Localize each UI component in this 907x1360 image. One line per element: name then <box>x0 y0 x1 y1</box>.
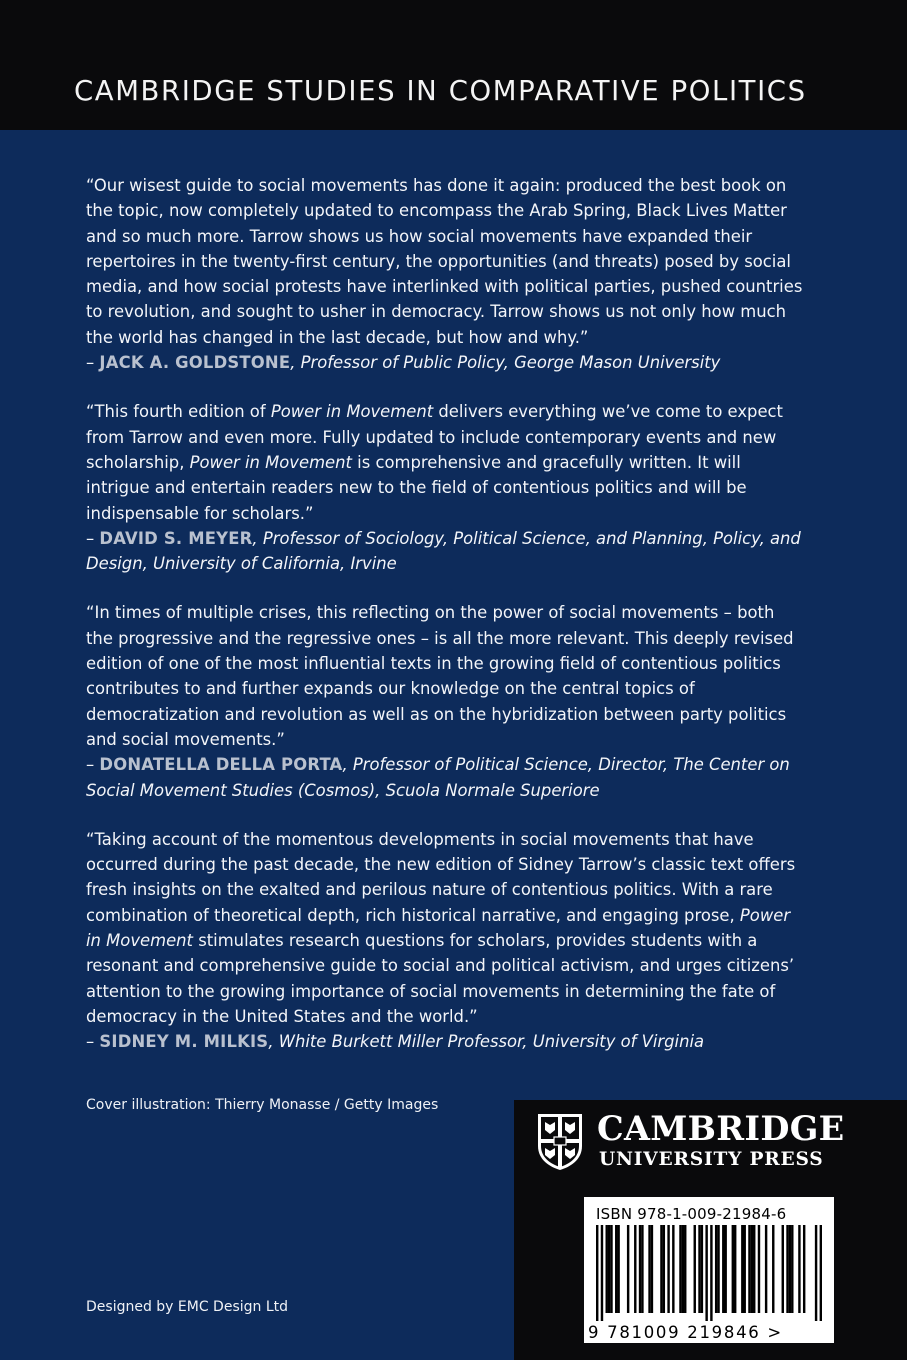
barcode-bar <box>682 1225 684 1313</box>
barcode-bar <box>648 1225 650 1313</box>
barcode-bar <box>820 1225 822 1321</box>
barcode-bar <box>610 1225 612 1313</box>
designer-credit: Designed by EMC Design Ltd <box>86 1299 289 1315</box>
barcode-bar <box>617 1225 619 1313</box>
barcode-bar <box>606 1225 608 1313</box>
barcode-bar <box>710 1225 712 1321</box>
publisher-panel <box>514 1100 907 1360</box>
barcode-bar <box>743 1225 745 1313</box>
barcode-bar <box>667 1225 669 1313</box>
barcode-bar <box>758 1225 760 1313</box>
endorsement-attribution <box>86 1029 806 1054</box>
endorsement-quote <box>86 399 806 525</box>
endorsement-milkis <box>86 827 806 1055</box>
endorser-affiliation: , Professor of Political Science, Director, The Center on Social Movement Studies (Cosmos), Scuola Normale Superiore <box>86 755 790 800</box>
barcode-bar <box>672 1225 674 1313</box>
series-header-band <box>0 0 907 130</box>
attribution-dash: – <box>86 528 100 548</box>
quote-text: is comprehensive and gracefully written. It will intrigue and entertain readers new to the field of contentious politics and will be indispensable for scholars.” <box>86 452 747 523</box>
endorser-name: SIDNEY M. MILKIS <box>99 1032 269 1052</box>
barcode-bar <box>751 1225 753 1313</box>
barcode-bar <box>701 1225 703 1313</box>
barcode-bar <box>798 1225 800 1313</box>
quote-text: stimulates research questions for scholars, provides students with a resonant and comprehensive guide to social and political activism, and urges citizens’ attention to the growing importance of social movements in determining the fate of democracy in the United States and the world.” <box>86 931 795 1026</box>
barcode-bar <box>634 1225 636 1313</box>
barcode-bar <box>641 1225 643 1313</box>
endorser-name: DAVID S. MEYER <box>99 528 253 548</box>
university-crest-icon <box>536 1112 584 1172</box>
attribution-dash: – <box>86 353 100 373</box>
quote-text: “This fourth edition of <box>86 402 271 422</box>
book-title: Power in Movement <box>270 402 434 422</box>
barcode-bar <box>786 1225 788 1313</box>
publisher-name: CAMBRIDGE <box>597 1109 845 1148</box>
endorsement-attribution <box>86 752 806 803</box>
publisher-subname: UNIVERSITY PRESS <box>599 1149 824 1170</box>
barcode-bar <box>651 1225 653 1313</box>
barcode-bar <box>765 1225 767 1313</box>
barcode-bar <box>782 1225 784 1313</box>
endorsement-quote: “Our wisest guide to social movements has done it again: produced the best book on the topic, now completely updated to encompass the Arab Spring, Black Lives Matter and so much more. Tarrow shows us how social movements have expanded their repertoires in the twenty-first century, the opportunities (and threats) posed by social media, and how social protests have interlinked with political parties, pushed countries to revolution, and sought to usher in democracy. Tarrow shows us not only how much the world has changed in the last decade, but how and why.” <box>86 176 803 347</box>
endorser-affiliation: , Professor of Sociology, Political Science, and Planning, Policy, and Design, University of California, Irvine <box>86 528 801 574</box>
endorsement-della-porta <box>86 600 806 802</box>
endorsements <box>86 173 806 1079</box>
book-title: Power in Movement <box>86 905 791 951</box>
barcode-bar <box>601 1225 603 1321</box>
barcode-bar <box>660 1225 662 1313</box>
barcode-bar <box>815 1225 817 1321</box>
barcode-bar <box>705 1225 707 1321</box>
barcode-bar <box>717 1225 719 1313</box>
endorsement-meyer <box>86 399 806 576</box>
endorsement-attribution <box>86 526 806 577</box>
barcode-bar <box>639 1225 641 1313</box>
barcode <box>596 1225 822 1321</box>
endorsement-quote: “In times of multiple crises, this reflecting on the power of social movements – both the progressive and the regressive ones – is all the more relevant. This deeply revised edition of one of the most influential texts in the growing field of contentious politics contributes to and further expands our knowledge on the central topics of democratization and revolution as well as on the hybridization between party politics and social movements.” <box>86 603 794 749</box>
barcode-bar <box>724 1225 726 1313</box>
isbn-barcode-box <box>584 1197 834 1343</box>
barcode-bar <box>627 1225 629 1313</box>
endorser-name: DONATELLA DELLA PORTA <box>99 755 343 775</box>
barcode-bar <box>748 1225 750 1313</box>
quote-text: “Taking account of the momentous developments in social movements that have occurred during the past decade, the new edition of Sidney Tarrow’s classic text offers fresh insights on the exalted and perilous nature of contentious politics. With a rare combination of theoretical depth, rich historical narrative, and engaging prose, <box>86 829 796 925</box>
barcode-bar <box>608 1225 610 1313</box>
quote-text: delivers everything we’ve come to expect from Tarrow and even more. Fully updated to include contemporary events and new scholarship, <box>86 402 783 472</box>
barcode-bar <box>679 1225 681 1313</box>
barcode-bar <box>663 1225 665 1313</box>
barcode-bar <box>772 1225 774 1313</box>
endorser-affiliation: , White Burkett Miller Professor, University of Virginia <box>268 1032 705 1052</box>
endorsement-quote <box>86 827 806 1029</box>
barcode-bar <box>803 1225 805 1313</box>
endorsement-attribution <box>86 350 806 375</box>
barcode-bar <box>596 1225 598 1321</box>
endorsement-goldstone <box>86 173 806 375</box>
ean-digits: 9 781009 219846 > <box>588 1323 783 1342</box>
attribution-dash: – <box>86 755 100 775</box>
cover-illustration-credit: Cover illustration: Thierry Monasse / Getty Images <box>86 1097 439 1113</box>
barcode-bar <box>694 1225 696 1313</box>
barcode-bar <box>698 1225 700 1313</box>
book-title: Power in Movement <box>189 452 352 472</box>
barcode-bar <box>715 1225 717 1313</box>
barcode-bar <box>722 1225 724 1313</box>
barcode-bar <box>741 1225 743 1313</box>
barcode-bar <box>734 1225 736 1313</box>
barcode-bar <box>791 1225 793 1313</box>
attribution-dash: – <box>86 1032 100 1052</box>
series-title: CAMBRIDGE STUDIES IN COMPARATIVE POLITICS <box>74 75 807 107</box>
barcode-bar <box>753 1225 755 1313</box>
barcode-bar <box>615 1225 617 1313</box>
barcode-bar <box>789 1225 791 1313</box>
barcode-bar <box>732 1225 734 1313</box>
endorser-affiliation: , Professor of Public Policy, George Mason University <box>290 353 721 373</box>
barcode-bar <box>684 1225 686 1313</box>
endorser-name: JACK A. GOLDSTONE <box>99 353 291 373</box>
isbn-label: ISBN 978-1-009-21984-6 <box>596 1205 787 1223</box>
